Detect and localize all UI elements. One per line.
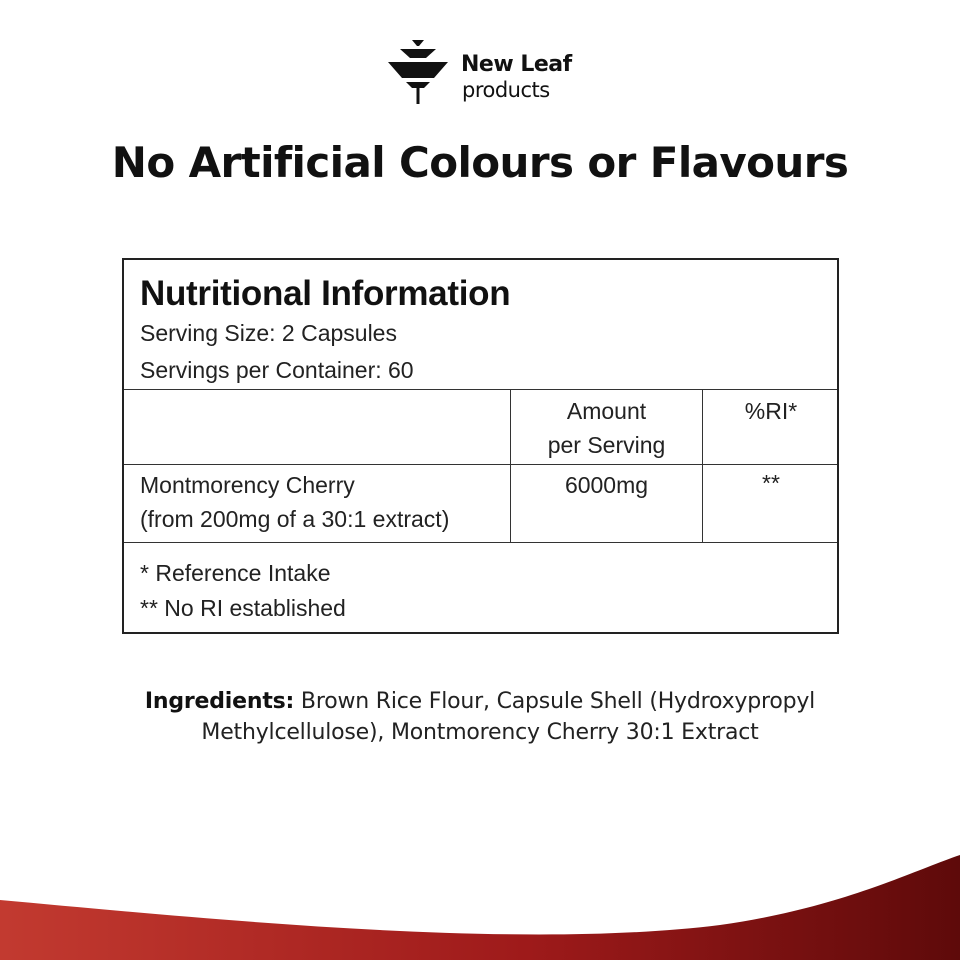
table-row xyxy=(140,468,449,536)
servings-per-container: Servings per Container: 60 xyxy=(140,357,414,383)
ingredient-name: Montmorency Cherry xyxy=(140,472,355,498)
brand-logo xyxy=(386,38,586,108)
row-amount: 6000mg xyxy=(564,472,649,498)
row-ri: ** xyxy=(762,470,780,496)
ingredients-label: Ingredients: xyxy=(144,689,295,714)
footnote-no-ri: ** No RI established xyxy=(140,595,346,621)
ingredients-list: Brown Rice Flour, Capsule Shell (Hydroxypropyl Methylcellulose), Montmorency Cherry 30:1 Extract xyxy=(201,689,816,745)
header-amount-line1: Amount xyxy=(566,398,647,424)
header-amount xyxy=(511,394,702,462)
brand-name: New Leaf xyxy=(461,52,572,77)
serving-size: Serving Size: 2 Capsules xyxy=(140,320,397,346)
ingredients-text xyxy=(120,686,840,748)
table-divider xyxy=(124,389,837,390)
table-divider xyxy=(124,464,837,465)
header-amount-line2: per Serving xyxy=(547,432,666,458)
footnote-ri: * Reference Intake xyxy=(140,560,331,586)
tree-icon xyxy=(386,38,456,108)
ingredient-source: (from 200mg of a 30:1 extract) xyxy=(140,506,450,532)
nutrition-title: Nutritional Information xyxy=(140,274,511,313)
header-ri: %RI* xyxy=(744,398,798,424)
brand-subname: products xyxy=(462,78,550,102)
nutrition-table xyxy=(122,258,839,634)
decorative-wave xyxy=(0,850,960,960)
table-divider xyxy=(124,542,837,543)
page-headline: No Artificial Colours or Flavours xyxy=(111,138,849,187)
